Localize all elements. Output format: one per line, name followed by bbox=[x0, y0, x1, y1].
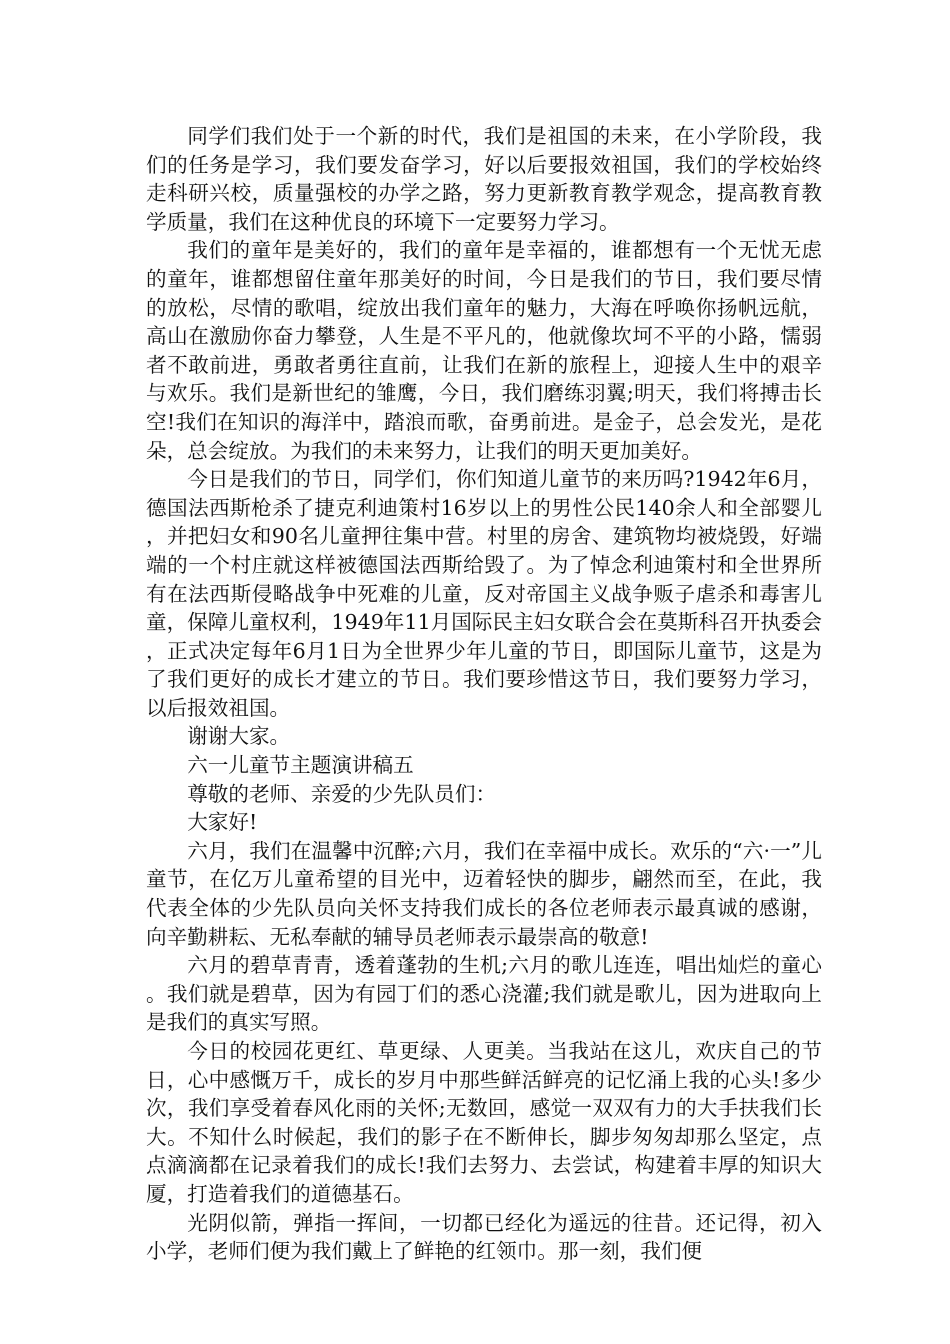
paragraph-childhood: 我们的童年是美好的，我们的童年是幸福的，谁都想有一个无忧无虑的童年，谁都想留住童年那美好的时间，今日是我们的节日，我们要尽情的放松，尽情的歌唱，绽放出我们童年的魅力，大海在呼唤你扬帆远航，高山在激励你奋力攀登，人生是不平凡的，他就像坎坷不平的小路，懦弱者不敢前进，勇敢者勇往直前，让我们在新的旅程上，迎接人生中的艰辛与欢乐。我们是新世纪的雏鹰，今日，我们磨练羽翼;明天，我们将搏击长空!我们在知识的海洋中，踏浪而歌，奋勇前进。是金子，总会发光，是花朵，总会绽放。为我们的未来努力，让我们的明天更加美好。 bbox=[146, 238, 822, 463]
paragraph-thanks: 谢谢大家。 bbox=[187, 724, 291, 749]
section-title: 六一儿童节主题演讲稿五 bbox=[187, 753, 414, 778]
document-page bbox=[146, 122, 822, 1266]
paragraph-june: 六月，我们在温馨中沉醉;六月，我们在幸福中成长。欢乐的“六·一”儿童节，在亿万儿童希望的目光中，迈着轻快的脚步，翩然而至，在此，我代表全体的少先队员向关怀支持我们成长的各位老师表示最真诚的感谢，向辛勤耕耘、无私奉献的辅导员老师表示最崇高的敬意! bbox=[146, 838, 822, 949]
paragraph-campus: 今日的校园花更红、草更绿、人更美。当我站在这儿，欢庆自己的节日，心中感慨万千，成长的岁月中那些鲜活鲜亮的记忆涌上我的心头!多少次，我们享受着春风化雨的关怀;无数回，感觉一双双有力的大手扶我们长大。不知什么时候起，我们的影子在不断伸长，脚步匆匆却那么坚定，点点滴滴都在记录着我们的成长!我们去努力、去尝试，构建着丰厚的知识大厦，打造着我们的道德基石。 bbox=[146, 1039, 822, 1206]
greeting: 大家好! bbox=[187, 810, 258, 835]
paragraph-time: 光阴似箭，弹指一挥间，一切都已经化为遥远的往昔。还记得，初入小学，老师们便为我们戴上了鲜艳的红领巾。那一刻，我们便 bbox=[146, 1210, 822, 1264]
paragraph-history: 今日是我们的节日，同学们，你们知道儿童节的来历吗?1942年6月，德国法西斯枪杀了捷克利迪策村16岁以上的男性公民140余人和全部婴儿，并把妇女和90名儿童押往集中营。村里的房舍、建筑物均被烧毁，好端端的一个村庄就这样被德国法西斯给毁了。为了悼念利迪策村和全世界所有在法西斯侵略战争中死难的儿童，反对帝国主义战争贩子虐杀和毒害儿童，保障儿童权利，1949年11月国际民主妇女联合会在莫斯科召开执委会，正式决定每年6月1日为全世界少年儿童的节日，即国际儿童节，这是为了我们更好的成长才建立的节日。我们要珍惜这节日，我们要努力学习，以后报效祖国。 bbox=[146, 467, 822, 720]
salutation: 尊敬的老师、亲爱的少先队员们： bbox=[187, 781, 497, 806]
paragraph-green-grass: 六月的碧草青青，透着蓬勃的生机;六月的歌儿连连，唱出灿烂的童心。我们就是碧草，因为有园丁们的悉心浇灌;我们就是歌儿，因为进取向上是我们的真实写照。 bbox=[146, 953, 822, 1035]
paragraph-study: 同学们我们处于一个新的时代，我们是祖国的未来，在小学阶段，我们的任务是学习，我们要发奋学习，好以后要报效祖国，我们的学校始终走科研兴校，质量强校的办学之路，努力更新教育教学观念，提高教育教学质量，我们在这种优良的环境下一定要努力学习。 bbox=[146, 124, 822, 234]
